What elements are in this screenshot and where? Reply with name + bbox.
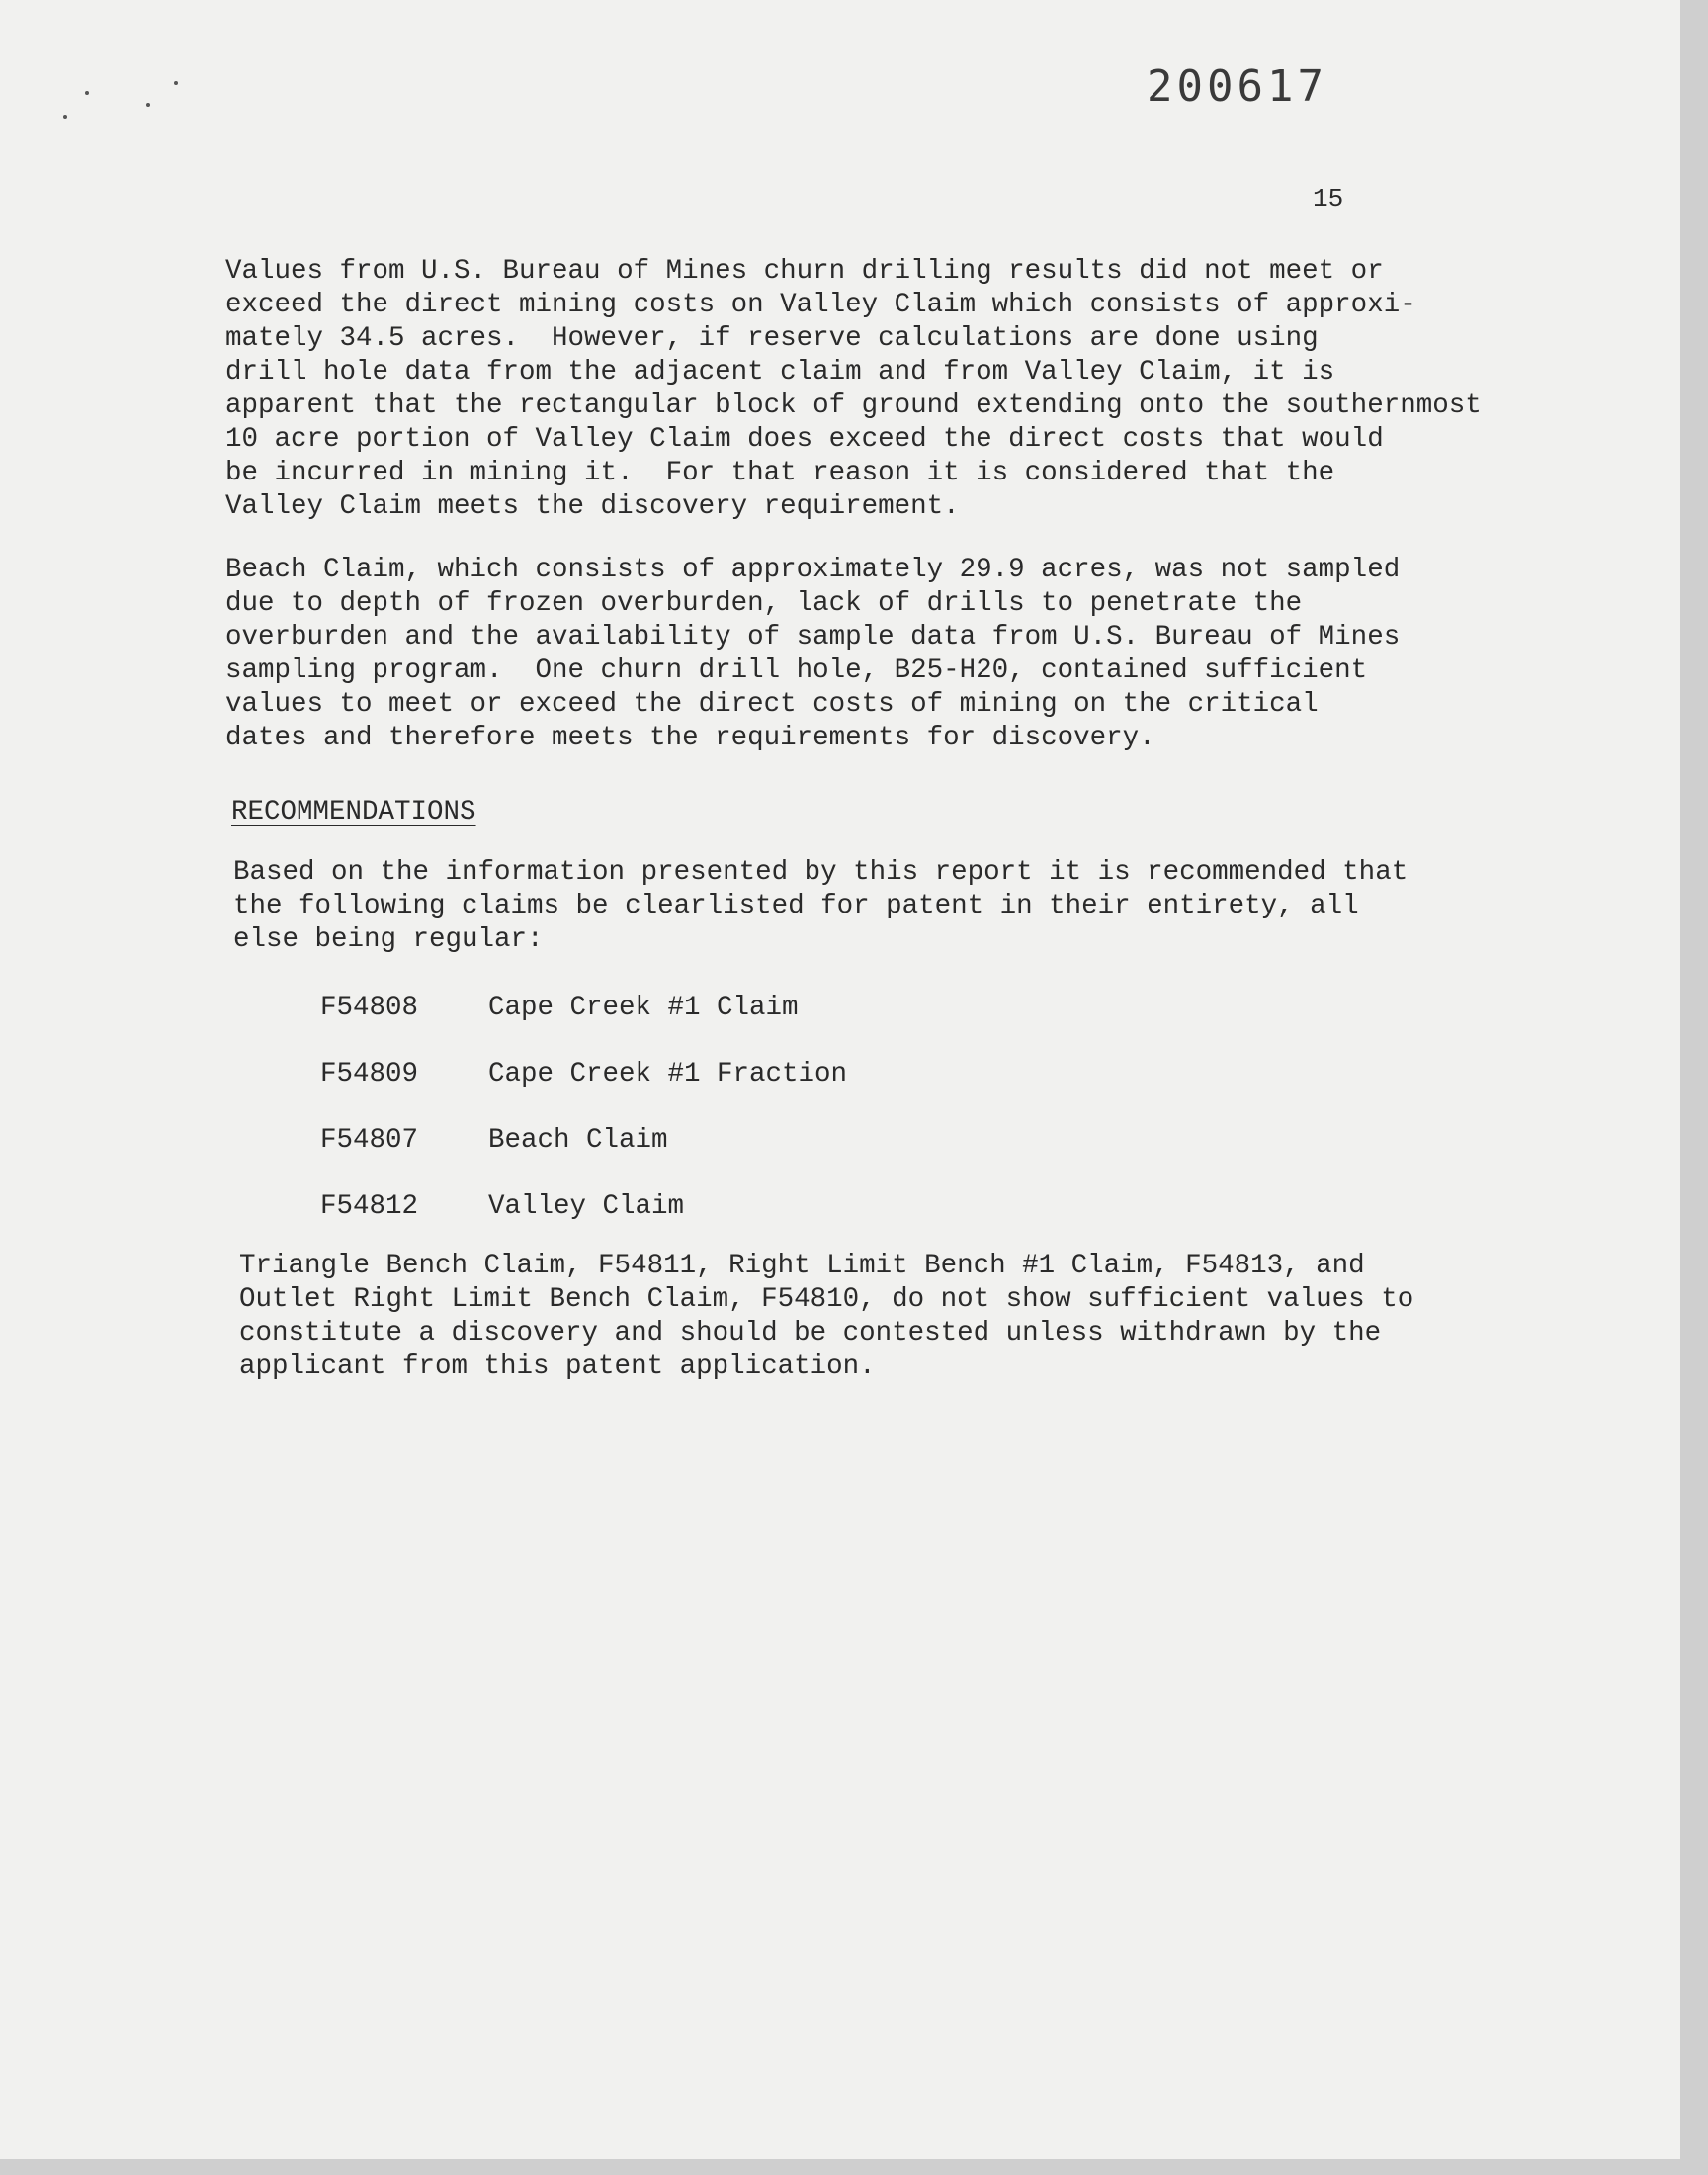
scan-speck bbox=[146, 103, 150, 107]
claim-name: Cape Creek #1 Claim bbox=[488, 993, 799, 1023]
claim-row bbox=[320, 1059, 847, 1125]
claims-list bbox=[320, 993, 847, 1258]
claim-row bbox=[320, 1191, 847, 1258]
claim-id: F54807 bbox=[320, 1125, 419, 1156]
claim-id: F54808 bbox=[320, 993, 419, 1023]
claim-id: F54809 bbox=[320, 1059, 419, 1089]
paragraph-contested-claims: Triangle Bench Claim, F54811, Right Limit Bench #1 Claim, F54813, and Outlet Right Limit Bench Claim, F54810, do not show sufficient values to constitute a discovery and should be contested unless withdrawn by the applicant from this patent application. bbox=[239, 1251, 1414, 1382]
paragraph-recommendation: Based on the information presented by this report it is recommended that the following claims be clearlisted for patent in their entirety, all else being regular: bbox=[233, 857, 1409, 955]
claim-row bbox=[320, 1125, 847, 1191]
section-heading: RECOMMENDATIONS bbox=[231, 797, 476, 827]
claim-row bbox=[320, 993, 847, 1059]
claim-name: Valley Claim bbox=[488, 1191, 685, 1222]
document-number: 200617 bbox=[1147, 61, 1327, 112]
scan-speck bbox=[85, 91, 89, 95]
paragraph-valley-claim: Values from U.S. Bureau of Mines churn drilling results did not meet or exceed the direct mining costs on Valley Claim which consists of approxi- mately 34.5 acres. However, if reserve calculations are done using drill hole data from the adjacent claim and from Valley Claim, it is apparent that the rectangular block of ground extending onto the southernmost 10 acre portion of Valley Claim does exceed the direct costs that would be incurred in mining it. For that reason it is considered that the Valley Claim meets the discovery requirement. bbox=[225, 256, 1482, 522]
scan-speck bbox=[63, 115, 67, 119]
claim-name: Cape Creek #1 Fraction bbox=[488, 1059, 848, 1089]
claim-id: F54812 bbox=[320, 1191, 419, 1222]
scan-speck bbox=[174, 81, 178, 85]
page-number: 15 bbox=[1313, 184, 1344, 214]
claim-name: Beach Claim bbox=[488, 1125, 668, 1156]
paragraph-beach-claim: Beach Claim, which consists of approximately 29.9 acres, was not sampled due to depth of frozen overburden, lack of drills to penetrate the overburden and the availability of sample data from U.S. Bureau of Mines sampling program. One churn drill hole, B25-H20, contained sufficient values to meet or exceed the direct costs of mining on the critical dates and therefore meets the requirements for discovery. bbox=[225, 555, 1401, 753]
